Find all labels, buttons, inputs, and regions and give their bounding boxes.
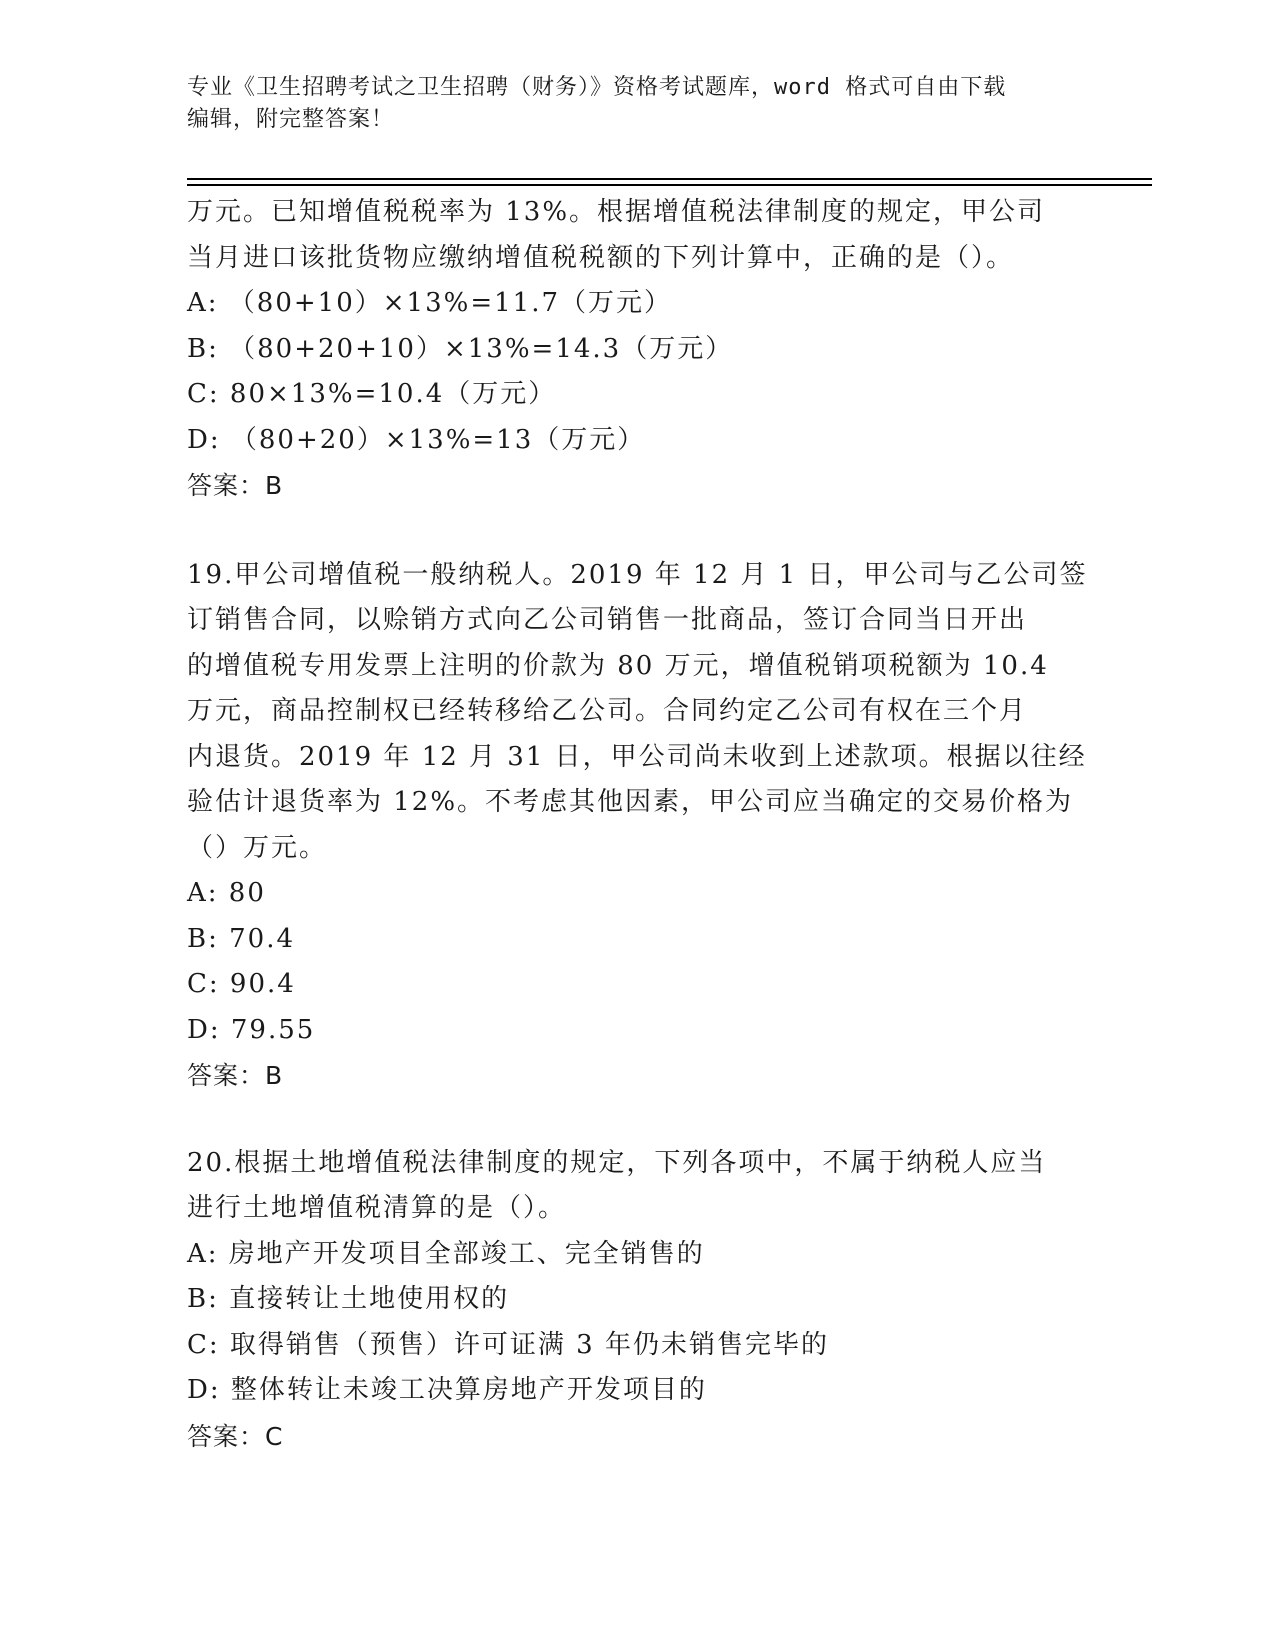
option-d: D: 整体转让未竣工决算房地产开发项目的 — [187, 1375, 707, 1405]
question-stem-line: 验估计退货率为 12%。不考虑其他因素，甲公司应当确定的交易价格为 — [187, 787, 1074, 817]
document-header — [187, 72, 1087, 136]
header-line-2: 编辑，附完整答案！ — [187, 107, 395, 132]
question-19 — [187, 553, 1087, 1099]
question-stem-line: 万元。已知增值税税率为 13%。根据增值税法律制度的规定，甲公司 — [187, 197, 1046, 227]
header-divider-top — [187, 178, 1152, 180]
option-d: D: （80+20）×13%=13（万元） — [187, 424, 646, 455]
question-18 — [187, 190, 1087, 509]
option-c: C: 80×13%=10.4（万元） — [187, 379, 557, 409]
question-stem-line: 当月进口该批货物应缴纳增值税税额的下列计算中，正确的是（）。 — [187, 242, 1015, 273]
answer: 答案：B — [187, 471, 284, 500]
spacer — [187, 509, 1087, 553]
option-b: B: 直接转让土地使用权的 — [187, 1284, 510, 1314]
option-b: B: 70.4 — [187, 923, 296, 954]
option-d: D: 79.55 — [187, 1014, 316, 1045]
option-a: A: 80 — [187, 878, 266, 908]
question-stem-line: 进行土地增值税清算的是（）。 — [187, 1193, 567, 1223]
question-stem-line: 19.甲公司增值税一般纳税人。2019 年 12 月 1 日，甲公司与乙公司签 — [187, 559, 1088, 590]
option-c: C: 取得销售（预售）许可证满 3 年仍未销售完毕的 — [187, 1329, 829, 1360]
header-line-1: 专业《卫生招聘考试之卫生招聘（财务）》资格考试题库，word 格式可自由下载 — [187, 75, 1007, 100]
question-stem-line: （）万元。 — [187, 832, 328, 863]
option-a: A: 房地产开发项目全部竣工、完全销售的 — [187, 1238, 705, 1269]
option-b: B: （80+20+10）×13%=14.3（万元） — [187, 333, 734, 364]
question-stem-line: 万元，商品控制权已经转移给乙公司。合同约定乙公司有权在三个月 — [187, 696, 1028, 726]
question-20 — [187, 1141, 1087, 1460]
question-stem-line: 订销售合同，以赊销方式向乙公司销售一批商品，签订合同当日开出 — [187, 605, 1028, 635]
option-c: C: 90.4 — [187, 969, 296, 999]
answer: 答案：B — [187, 1061, 284, 1090]
option-a: A: （80+10）×13%=11.7（万元） — [187, 288, 673, 318]
question-stem-line: 内退货。2019 年 12 月 31 日，甲公司尚未收到上述款项。根据以往经 — [187, 741, 1087, 772]
header-divider-bottom — [187, 184, 1152, 186]
spacer — [187, 1099, 1087, 1141]
question-stem-line: 20.根据土地增值税法律制度的规定，下列各项中，不属于纳税人应当 — [187, 1147, 1047, 1178]
question-stem-line: 的增值税专用发票上注明的价款为 80 万元，增值税销项税额为 10.4 — [187, 650, 1049, 681]
answer: 答案：C — [187, 1421, 284, 1451]
question-content — [187, 190, 1087, 1459]
